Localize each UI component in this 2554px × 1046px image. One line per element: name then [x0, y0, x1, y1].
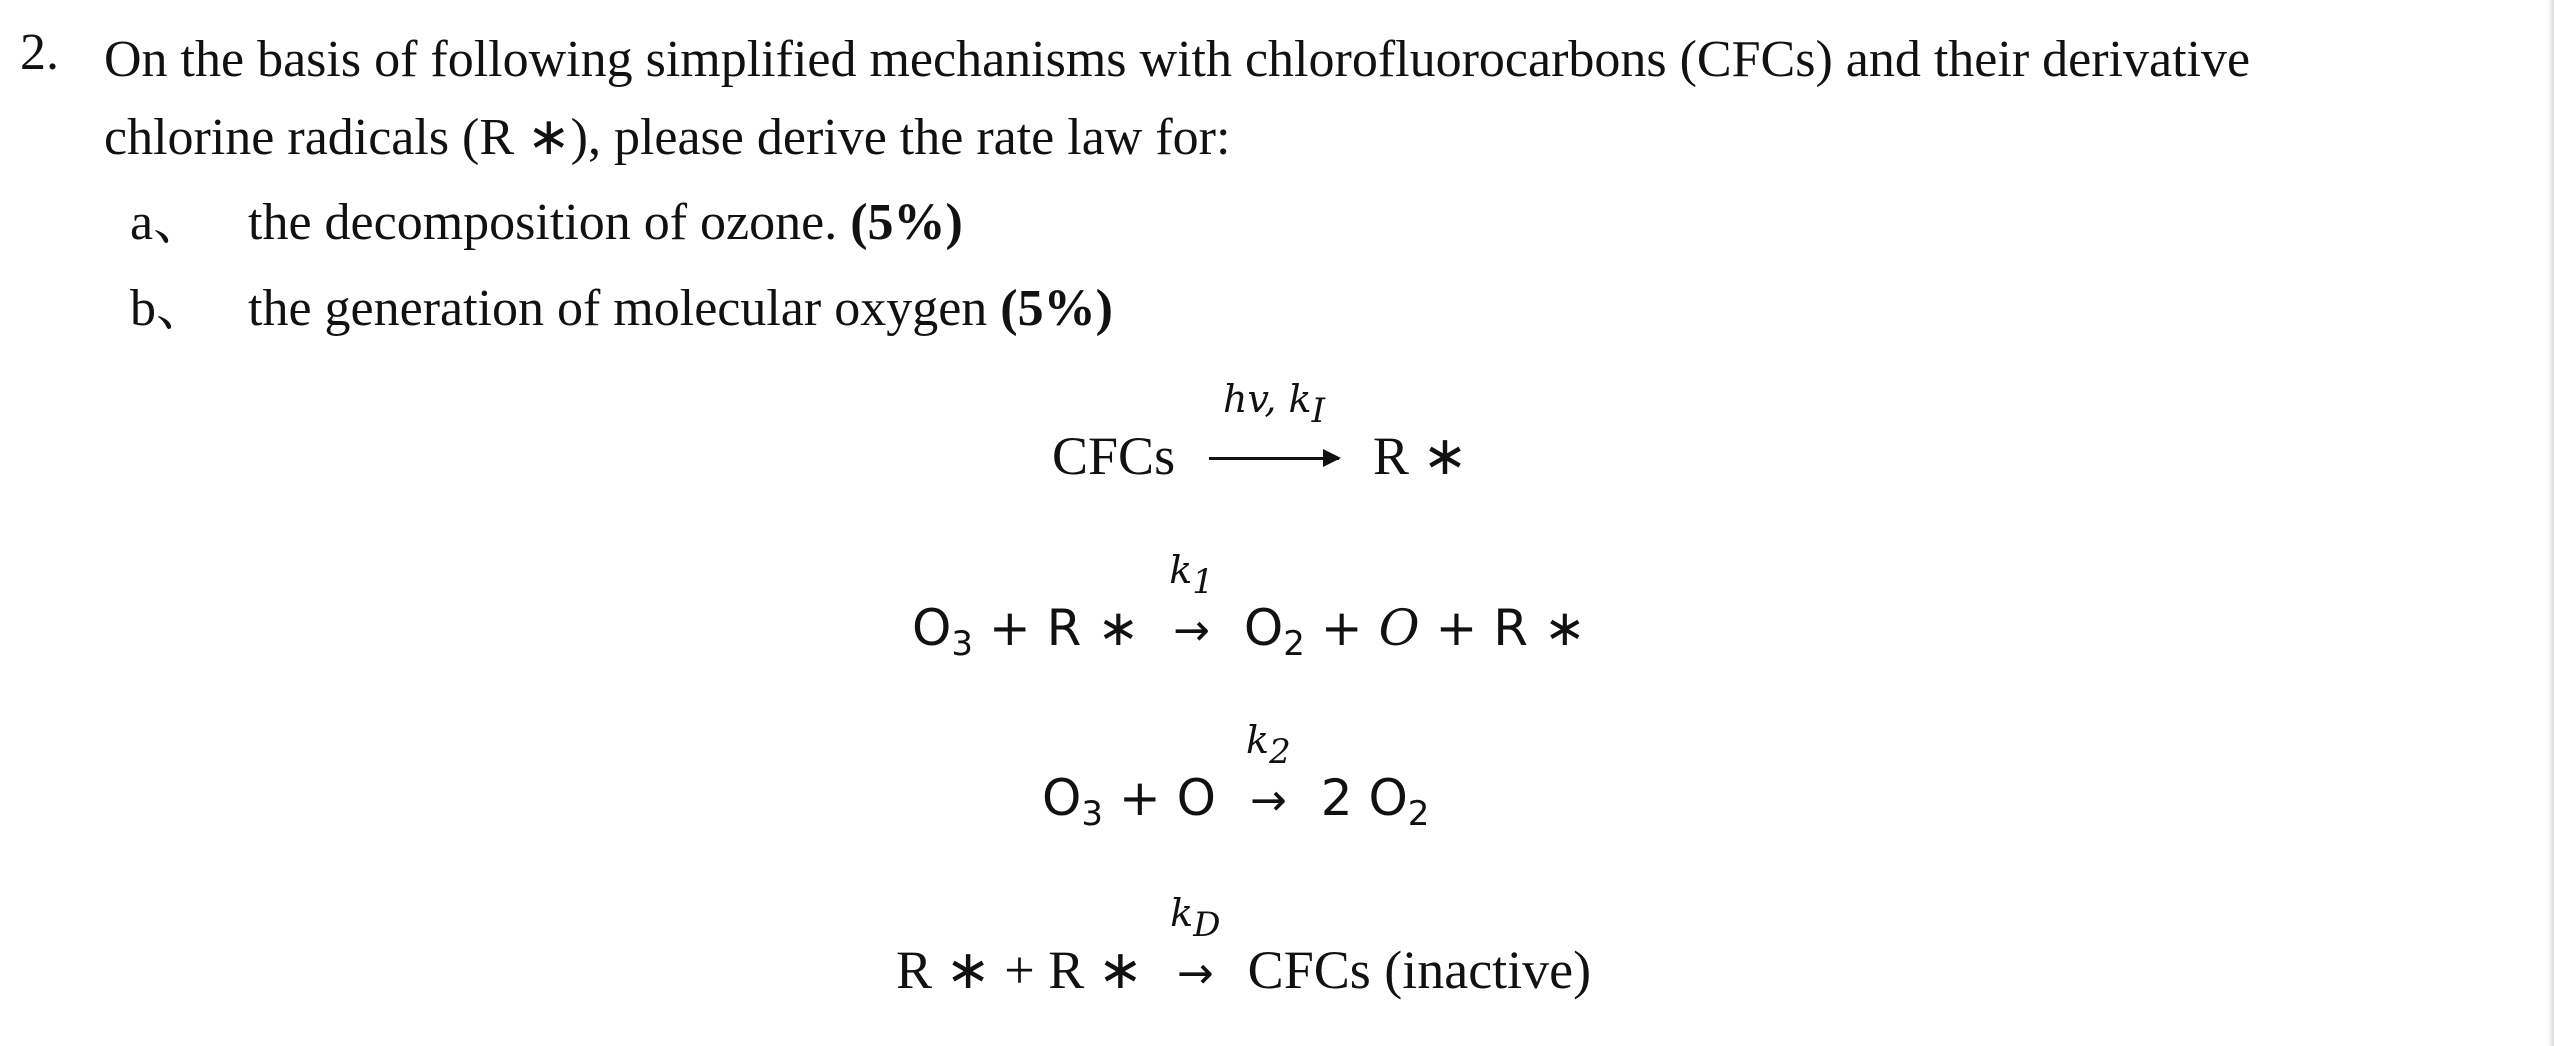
eq2-reactant-radical: + R ∗: [973, 599, 1140, 657]
eq4-rate-constant: $k_D$: [1170, 891, 1221, 945]
equation-propagation-1: $O_3 + R$ ∗ $k_1$ → $O_2 + O + R$ ∗: [912, 598, 1586, 674]
question-line-1: On the basis of following simplified mechanisms with chlorofluorocarbons (CFCs) and their derivative: [104, 31, 2251, 88]
subitem-a: [248, 188, 963, 258]
eq2-product-atomic-oxygen: O: [1378, 599, 1420, 657]
equation-termination: [896, 891, 1592, 1004]
eq1-rate-constant: hv, $k_I$: [1222, 377, 1326, 431]
subitem-b-marker: b、: [130, 280, 209, 337]
scan-edge: [2548, 0, 2554, 1046]
question-number: 2.: [20, 24, 59, 81]
eq3-reactant-oxygen: + O: [1103, 769, 1217, 827]
eq3-reactant-ozone: $O_3$: [1042, 769, 1103, 834]
eq1-reactant: CFCs: [1052, 426, 1176, 486]
subitem-b-points: (5%): [1000, 280, 1113, 337]
equation-propagation-2: [1042, 718, 1430, 844]
eq3-arrow: [1246, 718, 1291, 831]
arrow-icon: →: [1249, 775, 1287, 826]
subitem-a-marker: a、: [130, 194, 206, 251]
eq2-arrow: [1169, 548, 1214, 661]
eq3-rate-constant: $k_2$: [1246, 718, 1291, 772]
subitem-a-points: (5%): [850, 194, 963, 251]
arrow-icon: [1209, 457, 1339, 464]
subitem-b-text: the generation of molecular oxygen: [248, 280, 1001, 337]
subitem-b: [248, 274, 1113, 344]
question-text: [104, 18, 2544, 180]
eq4-arrow: [1170, 891, 1221, 1004]
eq1-arrow: [1209, 377, 1339, 487]
arrow-icon: →: [1173, 605, 1210, 656]
equation-initiation: [1052, 377, 1468, 487]
eq3-product: 2 $O_2$: [1320, 769, 1430, 834]
eq4-reactants: R ∗ + R ∗: [896, 940, 1143, 1000]
arrow-icon: →: [1176, 948, 1214, 999]
eq1-product: R ∗: [1372, 426, 1468, 486]
question-line-2: chlorine radicals (R ∗), please derive the rate law for:: [104, 109, 1231, 166]
subitem-a-text: the decomposition of ozone.: [248, 194, 851, 251]
eq2-product-radical: + R ∗: [1419, 599, 1586, 657]
eq4-product: CFCs (inactive): [1247, 940, 1592, 1000]
eq2-rate-constant: $k_1$: [1169, 548, 1214, 602]
eq2-reactant-ozone: $O_3$: [912, 599, 973, 664]
eq2-product-oxygen: $O_2$: [1243, 599, 1305, 664]
